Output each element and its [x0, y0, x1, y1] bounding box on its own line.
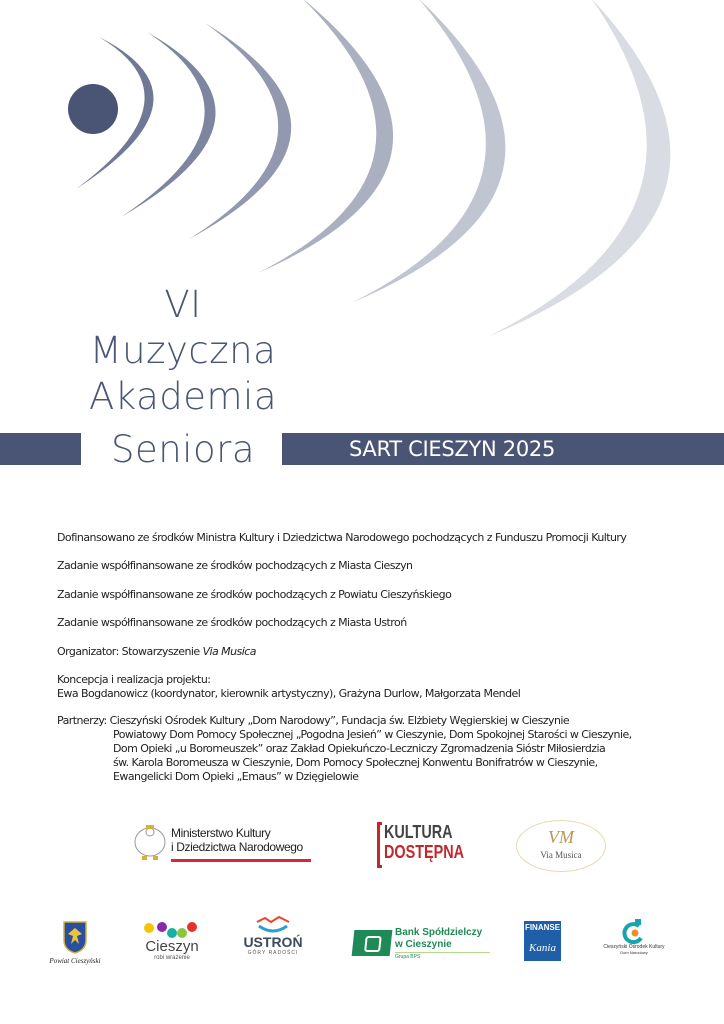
organizer-label: Organizator: Stowarzyszenie [57, 645, 203, 658]
finanse-text: FINANSE [524, 923, 561, 932]
funding-3: Zadanie współfinansowane ze środków pochodzących z Powiatu Cieszyńskiego [57, 588, 452, 601]
ministry-line-1: Ministerstwo Kultury [171, 826, 271, 840]
concept-label: Koncepcja i realizacja projektu: [57, 673, 211, 686]
edition-title: VI [164, 283, 202, 326]
funding-4: Zadanie współfinansowane ze środków pochodzących z Miasta Ustroń [57, 616, 407, 629]
partner-line: św. Karola Boromeusza w Cieszynie, Dom Pomocy Społecznej Konwentu Bonifratrów w Cieszynie, [113, 756, 598, 769]
cok-line-2: Dom Narodowy [620, 950, 648, 955]
cieszyn-name: Cieszyn [145, 938, 199, 955]
partner-line: Dom Opieki „u Boromeuszek” oraz Zakład Opiekuńczo-Leczniczy Zgromadzenia Sióstr Miłosierdzia [113, 742, 606, 755]
partner-line: Powiatowy Dom Pomocy Społecznej „Pogodna Jesień” w Cieszynie, Dom Spokojnej Starości w Cieszynie, [113, 728, 632, 741]
dot [68, 84, 118, 134]
funding-2: Zadanie współfinansowane ze środków pochodzących z Miasta Cieszyn [57, 559, 413, 572]
via-musica-name: Via Musica [540, 850, 582, 860]
concept-people: Ewa Bogdanowicz (koordynator, kierownik artystyczny), Grażyna Durlow, Małgorzata Mendel [57, 687, 521, 700]
banner-text: SART CIESZYN 2025 [349, 437, 556, 461]
organizer-name: Via Musica [202, 645, 256, 658]
dostepna-text: DOSTĘPNA [384, 842, 465, 862]
kultura-dostepna-logo [377, 822, 467, 870]
coat-of-arms-icon [62, 920, 88, 954]
bank-line-2: w Cieszynie [395, 939, 452, 950]
banner-bar [282, 433, 724, 465]
bank-logo [353, 927, 488, 962]
wave-arc [487, 0, 670, 337]
partner-line: Cieszyński Ośrodek Kultury „Dom Narodowy”, Fundacja św. Elżbiety Węgierskiej w Cieszynie [109, 714, 570, 727]
via-musica-logo [516, 820, 606, 872]
title-line-3: Seniora [110, 428, 255, 471]
bank-line-1: Bank Spółdzielczy [395, 927, 483, 938]
kania-text: Kania [529, 942, 556, 954]
wave-arc [351, 0, 505, 303]
partners [57, 714, 632, 784]
eagle-icon [133, 824, 167, 864]
concept [57, 673, 520, 701]
finanse-kania-logo [524, 921, 561, 961]
bracket-icon [377, 822, 382, 868]
title-line-1: Muzyczna [89, 329, 277, 372]
partner-line: Ewangelicki Dom Opieki „Emaus” w Dzięgielowie [113, 770, 359, 783]
powiat-name: Powiat Cieszyński [49, 957, 101, 965]
cieszyn-logo [142, 922, 202, 972]
bank-icon [352, 930, 393, 956]
mountains-icon [253, 916, 293, 934]
flag-stripe [171, 859, 311, 862]
cok-line-1: Cieszyński Ośrodek Kultury [603, 944, 665, 950]
cieszyn-tagline: robi wrażenie [154, 955, 190, 961]
title-line-2: Akademia [88, 375, 277, 418]
cok-logo [594, 918, 674, 964]
wave-arc [121, 32, 216, 217]
ustron-tagline: GÓRY RADOŚCI [247, 950, 299, 956]
ustron-name: USTROŃ [243, 934, 303, 950]
funding-1: Dofinansowano ze środków Ministra Kultury i Dziedzictwa Narodowego pochodzących z Funduszu Promocji Kultury [57, 531, 627, 544]
ministry-line-2: i Dziedzictwa Narodowego [171, 840, 303, 854]
ministry-logo [133, 824, 313, 864]
partners-label: Partnerzy: [57, 714, 110, 727]
organizer [57, 645, 256, 659]
ustron-logo [240, 916, 306, 966]
powiat-logo [40, 920, 110, 970]
kultura-text: KULTURA [384, 822, 453, 842]
hexagons-icon [142, 922, 202, 938]
bank-group: Grupa BPS [395, 954, 421, 960]
cok-icon [621, 918, 647, 944]
vm-mark: VM [548, 827, 574, 847]
